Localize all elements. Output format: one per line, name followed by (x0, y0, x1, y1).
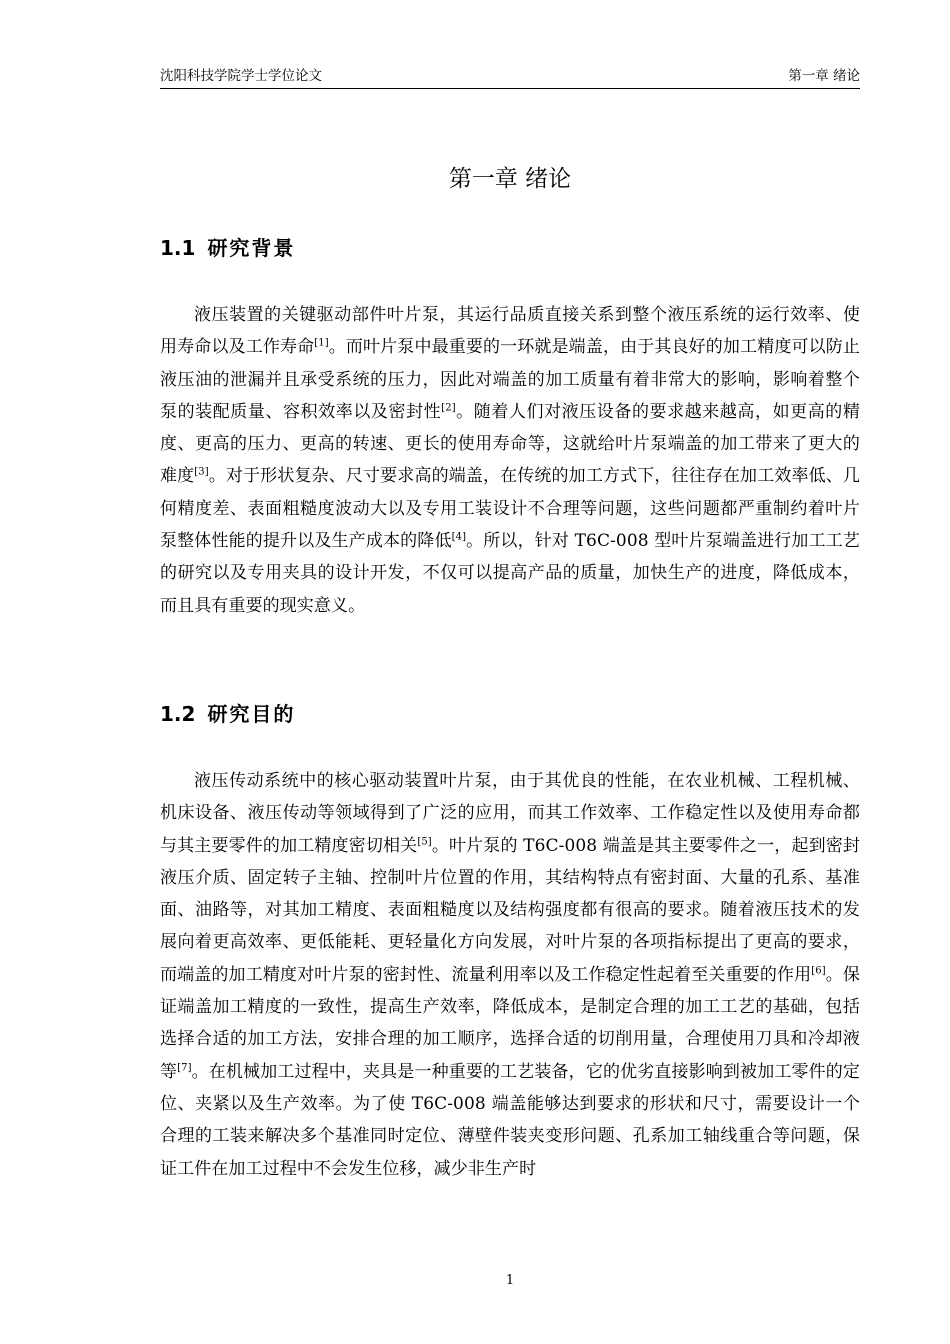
citation-ref: [2] (441, 402, 456, 414)
section-1-2-paragraph (160, 765, 860, 1185)
citation-ref: [6] (811, 965, 826, 977)
page-header (160, 66, 860, 89)
citation-ref: [4] (451, 531, 467, 543)
section-number: 1.2 (160, 702, 196, 726)
citation-ref: [3] (194, 466, 209, 478)
paragraph-text: 。对于形状复杂、尺寸要求高的端盖，在传统的加工方式下，往往存在加工效率低、几何精度差、表面粗糙度波动大以及专用工装设计不合理等问题，这些问题都严重制约着叶片泵整体性能的提升以及生产成本的降低 (160, 466, 860, 552)
citation-ref: [5] (417, 835, 432, 847)
paragraph-text: 。在机械加工过程中，夹具是一种重要的工艺装备，它的优劣直接影响到被加工零件的定位、夹紧以及生产效率。为了使 T6C-008 端盖能够达到要求的形状和尺寸，需要设计一个合理的工装来解决多个基准同时定位、薄壁件装夹变形问题、孔系加工轴线重合等问题，保证工件在加工过程中不会发生位移，减少非生产时 (160, 1061, 860, 1179)
paragraph-text: 液压装置的关键驱动部件叶片泵，其运行品质直接关系到整个液压系统的运行效率、使用寿命以及工作寿命 (160, 305, 860, 358)
section-heading-1-2 (160, 700, 860, 728)
section-1-1-paragraph (160, 299, 860, 622)
chapter-title: 第一章 绪论 (448, 166, 572, 192)
paragraph-text: 。保证端盖加工精度的一致性，提高生产效率，降低成本，是制定合理的加工工艺的基础，包括选择合适的加工方法，安排合理的加工顺序，选择合适的切削用量，合理使用刀具和冷却液等 (160, 964, 860, 1082)
paragraph-text: 。所以，针对 T6C-008 型叶片泵端盖进行加工工艺的研究以及专用夹具的设计开发，不仅可以提高产品的质量，加快生产的进度，降低成本，而且具有重要的现实意义。 (160, 531, 860, 616)
header-chapter-title: 第一章 绪论 (788, 68, 860, 84)
paragraph-text: 。叶片泵的 T6C-008 端盖是其主要零件之一，起到密封液压介质、固定转子主轴、控制叶片位置的作用，其结构特点有密封面、大量的孔系、基准面、油路等，对其加工精度、表面粗糙度以及结构强度都有很高的要求。随着液压技术的发展向着更高效率、更低能耗、更轻量化方向发展，对叶片泵的各项指标提出了更高的要求，而端盖的加工精度对叶片泵的密封性、流量利用率以及工作稳定性起着至关重要的作用 (160, 835, 861, 985)
citation-ref: [7] (177, 1062, 192, 1074)
header-thesis-title: 沈阳科技学院学士学位论文 (160, 68, 322, 84)
paragraph-text: 液压传动系统中的核心驱动装置叶片泵，由于其优良的性能，在农业机械、工程机械、机床设备、液压传动等领域得到了广泛的应用，而其工作效率、工作稳定性以及使用寿命都与其主要零件的加工精度密切相关 (160, 771, 860, 856)
section-heading-1-1 (160, 234, 860, 262)
paragraph-text: 。随着人们对液压设备的要求越来越高，如更高的精度、更高的压力、更高的转速、更长的使用寿命等，这就给叶片泵端盖的加工带来了更大的难度 (160, 401, 860, 487)
section-number: 1.1 (160, 236, 196, 260)
section-title: 研究背景 (207, 236, 296, 260)
page-number: 1 (505, 1273, 515, 1288)
citation-ref: [1] (314, 337, 329, 349)
section-title: 研究目的 (207, 702, 296, 726)
paragraph-text: 。而叶片泵中最重要的一环就是端盖，由于其良好的加工精度可以防止液压油的泄漏并且承受系统的压力，因此对端盖的加工质量有着非常大的影响，影响着整个泵的装配质量、容积效率以及密封性 (160, 337, 860, 422)
